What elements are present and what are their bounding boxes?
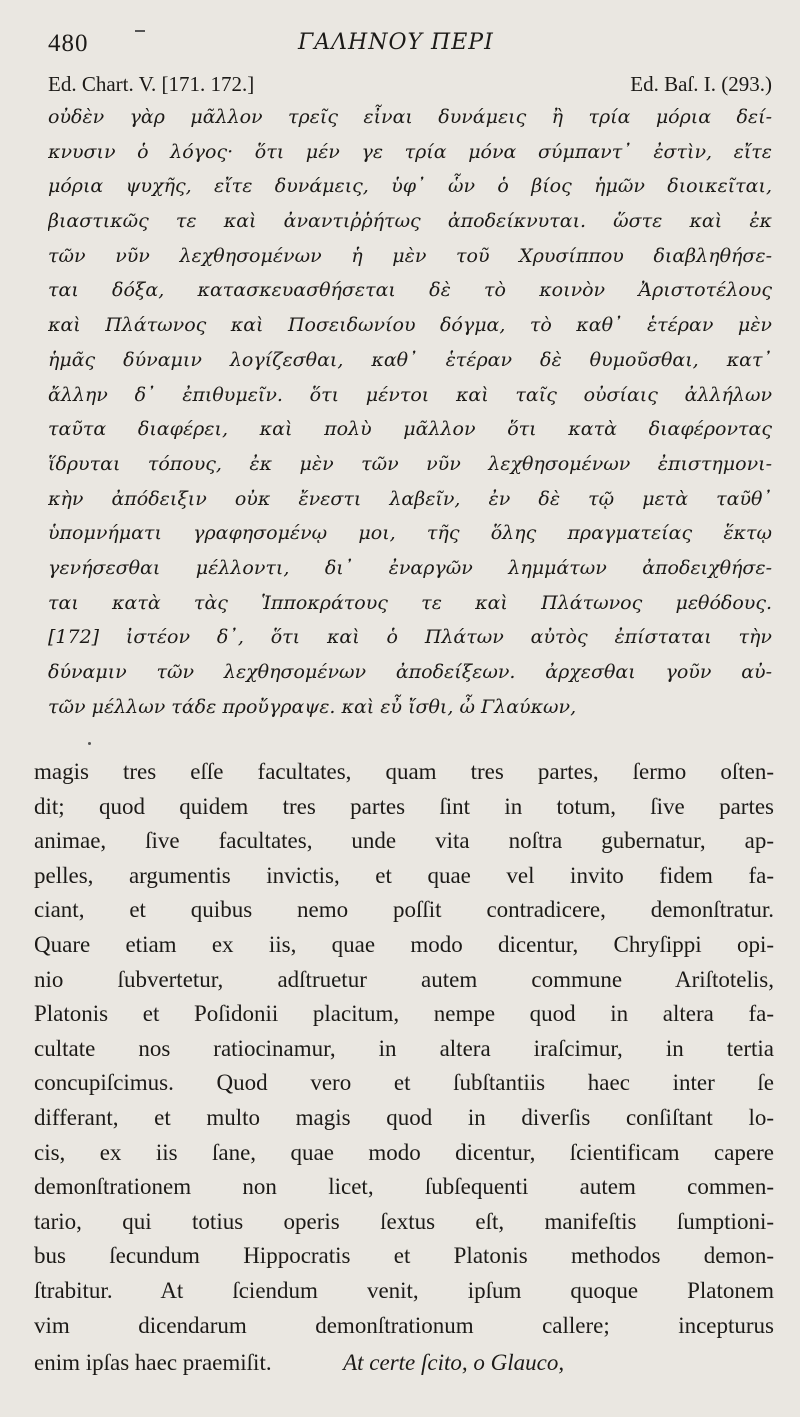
edition-ref-chartier: Ed. Chart. V. [171. 172.] xyxy=(48,72,255,96)
latin-text-block xyxy=(34,755,774,1343)
latin-text-line: cultate nos ratiocinamur, in altera iraſcimur, in tertia xyxy=(34,1035,774,1061)
latin-text-line: vim dicendarum demonſtrationum callere; incepturus xyxy=(34,1312,774,1338)
latin-text-line: nio ſubvertetur, adſtruetur autem commune Ariſtotelis, xyxy=(34,966,774,992)
separator-mark xyxy=(88,742,91,745)
latin-text-line: pelles, argumentis invictis, et quae vel invito fidem fa- xyxy=(34,862,774,888)
greek-text-line: γενήσεσθαι μέλλοντι, δι᾽ ἐναργῶν λημμάτων ἀποδειχθήσε- xyxy=(48,556,772,579)
latin-line-final-roman: enim ipſas haec praemiſit. xyxy=(34,1350,272,1375)
greek-text-line: [172] ἰστέον δ᾽, ὅτι καὶ ὁ Πλάτων αὐτὸς ἐπίσταται τὴν xyxy=(48,626,772,649)
latin-text-line: cis, ex iis ſane, quae modo dicentur, ſcientificam capere xyxy=(34,1139,774,1165)
greek-text-line: ταῦτα διαφέρει, καὶ πολὺ μᾶλλον ὅτι κατὰ διαφέροντας xyxy=(48,418,772,441)
greek-text-line: τῶν μέλλων τάδε προὔγραψε. καὶ εὖ ἴσθι, ὦ Γλαύκων, xyxy=(48,695,577,718)
latin-text-line: ciant, et quibus nemo poſſit contradicere, demonſtratur. xyxy=(34,897,774,923)
latin-text-line: dit; quod quidem tres partes ſint in totum, ſive partes xyxy=(34,793,774,819)
latin-text-line: magis tres eſſe facultates, quam tres partes, ſermo oſten- xyxy=(34,759,774,784)
greek-text-line: ἡμᾶς δύναμιν λογίζεσθαι, καθ᾽ ἑτέραν δὲ θυμοῦσθαι, κατ᾽ xyxy=(48,348,772,371)
greek-text-line: ται κατὰ τὰς Ἱπποκράτους τε καὶ Πλάτωνος μεθόδους. xyxy=(48,591,772,614)
greek-text-line: δύναμιν τῶν λεχθησομένων ἀποδείξεων. ἀρχεσθαι γοῦν αὐ- xyxy=(48,661,772,683)
greek-text-line: ἄλλην δ᾽ ἐπιθυμεῖν. ὅτι μέντοι καὶ ταῖς οὐσίαις ἀλλήλων xyxy=(48,383,772,406)
greek-text-line: ἵδρυται τόπους, ἐκ μὲν τῶν νῦν λεχθησομένων ἐπιστημονι- xyxy=(48,452,772,475)
greek-text-line: ὑπομνήματι γραφησομένῳ μοι, τῆς ὅλης πραγματείας ἕκτῳ xyxy=(48,522,772,545)
latin-text-line: demonſtrationem non licet, ſubſequenti autem commen- xyxy=(34,1174,774,1200)
latin-text-line: differant, et multo magis quod in diverſis conſiſtant lo- xyxy=(34,1104,774,1130)
running-title: ΓΑΛΗΝΟΥ ΠΕΡΙ xyxy=(298,30,494,55)
edition-references xyxy=(48,72,772,102)
greek-text-line: βιαστικῶς τε καὶ ἀναντιῤῥήτως ἀποδείκνυται. ὥστε καὶ ἐκ xyxy=(48,210,772,233)
latin-text-line: ſtrabitur. At ſciendum venit, ipſum quoque Platonem xyxy=(34,1277,774,1303)
greek-text-block xyxy=(48,100,772,724)
latin-line-final-italic: At certe ſcito, o Glauco, xyxy=(343,1350,565,1375)
latin-text-line: Quare etiam ex iis, quae modo dicentur, Chryſippi opi- xyxy=(34,931,774,957)
greek-text-line: κνυσιν ὁ λόγος· ὅτι μέν γε τρία μόνα σύμπαντ᾽ ἐστὶν, εἴτε xyxy=(48,140,772,163)
greek-text-line: τῶν νῦν λεχθησομένων ἡ μὲν τοῦ Χρυσίππου διαβληθήσε- xyxy=(48,244,772,267)
edition-ref-basel: Ed. Baſ. I. (293.) xyxy=(630,72,772,96)
page-header xyxy=(48,22,772,62)
greek-text-line: ται δόξα, κατασκευασθήσεται δὲ τὸ κοινὸν Ἀριστοτέλους xyxy=(48,279,772,302)
latin-text-line: concupiſcimus. Quod vero et ſubſtantiis haec inter ſe xyxy=(34,1070,774,1096)
greek-text-line: οὐδὲν γὰρ μᾶλλον τρεῖς εἶναι δυνάμεις ἢ τρία μόρια δεί- xyxy=(48,106,772,128)
latin-text-line: tario, qui totius operis ſextus eſt, manifeſtis ſumptioni- xyxy=(34,1208,774,1234)
header-dash xyxy=(135,30,145,32)
latin-text-line: bus ſecundum Hippocratis et Platonis methodos demon- xyxy=(34,1243,774,1269)
latin-text-line: Platonis et Poſidonii placitum, nempe quod in altera fa- xyxy=(34,1001,774,1027)
greek-text-line: κὴν ἀπόδειξιν οὐκ ἔνεστι λαβεῖν, ἐν δὲ τῷ μετὰ ταῦθ᾽ xyxy=(48,487,772,510)
greek-text-line: καὶ Πλάτωνος καὶ Ποσειδωνίου δόγμα, τὸ καθ᾽ ἑτέραν μὲν xyxy=(48,314,772,337)
latin-last-line-wrap xyxy=(34,1346,774,1381)
page-number: 480 xyxy=(48,30,89,57)
greek-text-line: μόρια ψυχῆς, εἴτε δυνάμεις, ὑφ᾽ ὧν ὁ βίος ἡμῶν διοικεῖται, xyxy=(48,175,772,198)
latin-text-line: animae, ſive facultates, unde vita noſtra gubernatur, ap- xyxy=(34,828,774,854)
